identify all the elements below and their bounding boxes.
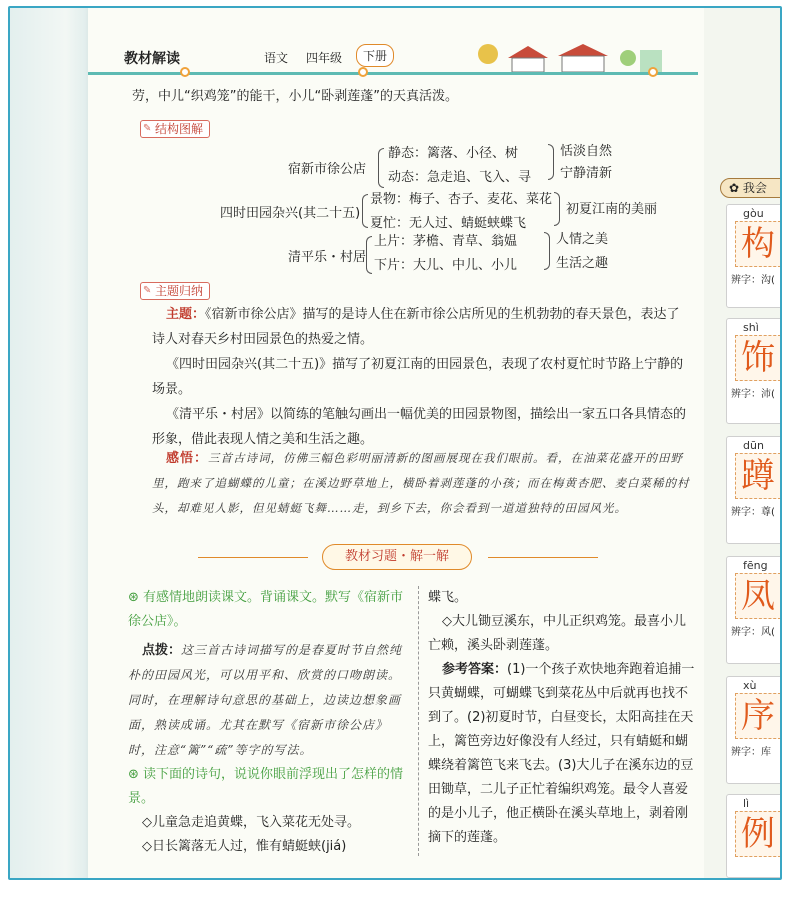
card-pinyin: xù [743,679,757,692]
theme-p1 [152,302,692,352]
banner-line [488,557,598,558]
question-2: ⊛ 读下面的诗句，说说你眼前浮现出了怎样的情景。 [128,767,404,806]
poem-line-1: ◇儿童急走追黄蝶，飞入菜花无处寻。 [142,815,360,830]
header-dot [180,67,190,77]
card-bianzi: 辨字：沛( [731,389,775,400]
exercise-banner-title: 教材习题・解一解 [322,544,472,570]
volume-badge: 下册 [356,44,394,67]
right-page [704,8,782,878]
intro-line: 劳，中儿“织鸡笼”的能干，小儿“卧剥莲蓬”的天真活泼。 [132,89,458,104]
village-illustration [468,40,668,74]
answer-block [428,658,696,850]
card-bianzi: 辨字：库 [731,747,771,758]
poem2-result: 初夏江南的美丽 [566,202,658,217]
brace [366,236,372,274]
exercise-banner [198,544,598,572]
question-2-text: 读下面的诗句，说说你眼前浮现出了怎样的情景。 [128,767,404,806]
poem-line-2-cont: 蝶飞。 [428,590,468,605]
header-dot [358,67,368,77]
hint-block [128,638,410,763]
feeling-text: 三首古诗词，仿佛三幅色彩明丽清新的图画展现在我们眼前。看，在油菜花盛开的田野里，跑来了追蝴蝶的儿童；在溪边野草地上，横卧着剥莲蓬的小孩；而在梅黄杏肥、麦白菜稀的村头，却难见人影，但见蜻蜓飞舞……走，到乡下去，你会看到一道道独特的田园风光。 [152,451,690,515]
poem1-line1: 静态：篱落、小径、树 [388,146,519,161]
card-bianzi: 辨字：风( [731,627,775,638]
left-page-edge [10,8,90,878]
header-dot [648,67,658,77]
answer-text: (1)一个孩子欢快地奔跑着追捕一只黄蝴蝶，可蝴蝶飞到菜花丛中后就再也找不到了。(2)初夏时节，白昼变长，太阳高挂在天上，篱笆旁边好像没有人经过，只有蜻蜓和蝴蝶绕着篱笆飞来飞去。(3)大儿子在溪东边的豆田锄草，二儿子正忙着编织鸡笼。最令人喜爱的是小儿子，他正横卧在溪头草地上，剥着刚摘下的莲蓬。 [428,662,695,845]
grade-label: 四年级 [306,51,343,65]
char-card [726,676,782,784]
banner-line [198,557,308,558]
brace [554,192,560,226]
subject-label: 语文 [264,51,289,65]
card-char: 例 [735,811,781,857]
exercise-left-column [128,586,410,859]
poem1-result1: 恬淡自然 [560,144,613,159]
card-bianzi: 辨字：沟( [731,275,775,286]
card-bianzi: 辨字：尊( [731,507,775,518]
card-pinyin: dūn [743,439,764,452]
structure-tag: ✎ 结构图解 [140,120,210,138]
poem3-title: 清平乐・村居 [288,250,367,265]
feeling-label: 感悟： [166,451,209,466]
main-page [88,8,704,878]
theme-feeling [152,446,692,521]
poem3-line2: 下片：大儿、中儿、小儿 [374,258,518,273]
poem1-line2: 动态：急走追、飞入、寻 [388,170,532,185]
question-1: ⊛ 有感情地朗读课文。背诵课文。默写《宿新市徐公店》。 [128,590,404,629]
brace [548,144,554,180]
poem1-title: 宿新市徐公店 [288,162,367,177]
card-pinyin: lì [743,797,750,810]
poem1-result2: 宁静清新 [560,166,613,181]
char-card [726,318,782,424]
right-tab: ✿ 我会 [720,178,782,198]
char-card [726,436,782,544]
hint-text: 这三首古诗词描写的是春夏时节自然纯朴的田园风光，可以用平和、欣赏的口吻朗读。同时，在理解诗句意思的基础上，边读边想象画面，熟读成诵。尤其在默写《宿新市徐公店》时，注意“篱”“疏”等字的写法。 [128,643,403,757]
right-tab-label: 我会 [742,181,767,195]
card-char: 构 [735,221,781,267]
card-pinyin: shì [743,321,759,334]
theme-label: 主题： [166,307,206,322]
brace [378,148,384,188]
char-card [726,794,782,878]
theme-p1-text: 《宿新市徐公店》描写的是诗人住在新市徐公店所见的生机勃勃的春天景色，表达了诗人对春天乡村田园景色的热爱之情。 [152,307,680,347]
exercise-right-column [428,586,696,850]
brace [362,194,368,228]
poem3-result1: 人情之美 [556,232,609,247]
card-char: 序 [735,693,781,739]
book-photo-frame [8,6,782,880]
card-pinyin: gòu [743,207,764,220]
question-1-text: 有感情地朗读课文。背诵课文。默写《宿新市徐公店》。 [128,590,404,629]
answer-label: 参考答案： [442,662,508,677]
char-card [726,556,782,664]
poem3-result2: 生活之趣 [556,256,609,271]
poem-line-2: ◇日长篱落无人过，惟有蜻蜓蛱(jiá) [142,839,347,854]
theme-tag: ✎ 主题归纳 [140,282,210,300]
book-title: 教材解读 [124,51,180,67]
card-char: 蹲 [735,453,781,499]
brace [544,232,550,270]
theme-p2: 《四时田园杂兴(其二十五)》描写了初夏江南的田园景色，表现了农村夏忙时节路上宁静的场景。 [152,357,684,397]
theme-p3: 《清平乐・村居》以简练的笔触勾画出一幅优美的田园景物图，描绘出一家五口各具情态的形象，借此表现人情之美和生活之趣。 [152,407,687,447]
page-header [88,40,704,80]
card-char: 饰 [735,335,781,381]
char-card [726,204,782,308]
card-pinyin: fēng [743,559,768,572]
poem2-title: 四时田园杂兴(其二十五) [220,206,361,221]
poem-line-3: ◇大儿锄豆溪东，中儿正织鸡笼。最喜小儿亡赖，溪头卧剥莲蓬。 [428,614,686,653]
hint-label: 点拨： [142,643,182,658]
card-char: 凤 [735,573,781,619]
poem2-line1: 景物：梅子、杏子、麦花、菜花 [370,192,553,207]
column-divider [418,586,419,856]
poem3-line1: 上片：茅檐、青草、翁媪 [374,234,518,249]
poem2-line2: 夏忙：无人过、蜻蜓蛱蝶飞 [370,216,527,231]
